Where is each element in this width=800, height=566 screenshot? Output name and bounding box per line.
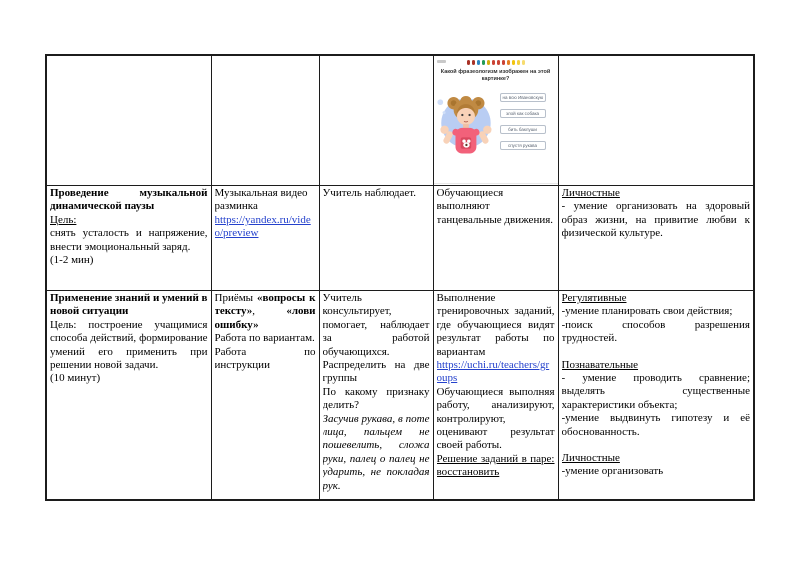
uchi-link[interactable]: https://uchi.ru/teachers/groups bbox=[436, 359, 550, 385]
methods-cell bbox=[211, 291, 319, 501]
uud-heading: Личностные bbox=[561, 187, 620, 199]
methods-line: Работа по вариантам. bbox=[214, 332, 315, 345]
student-activity-cell bbox=[433, 291, 558, 501]
uud-item: -поиск способов разрешения трудностей. bbox=[561, 318, 750, 345]
quiz-image-cell bbox=[433, 55, 558, 186]
stage-duration: (10 минут) bbox=[50, 372, 101, 385]
student-work-text: Обучающиеся выполняя работу, анализируют, контролируют, оценивают результат своей работы. bbox=[436, 385, 555, 452]
methods-line: Работа по инструкции bbox=[214, 345, 316, 372]
uud-heading-personal: Личностные bbox=[561, 452, 620, 465]
stage-title: Проведение музыкальной динамической паузы bbox=[50, 187, 208, 213]
stage-cell bbox=[46, 186, 211, 291]
quiz-option-button: на всю Ивановскую bbox=[500, 93, 546, 102]
uud-item: - умение проводить сравнение; выделять существенные характеристики объекта; bbox=[561, 372, 750, 411]
student-activity-text: Обучающиеся выполняют танцевальные движения. bbox=[436, 187, 554, 226]
uud-item: -умение планировать свои действия; bbox=[561, 305, 733, 318]
idiom-list: Засучив рукава, в поте лица, пальцем не пошевелить, сложа руки, палец о палец не ударить, не покладая рук. bbox=[322, 412, 430, 492]
empty-cell bbox=[319, 55, 433, 186]
methods-text: Музыкальная видео разминка bbox=[214, 187, 308, 213]
teacher-question-text: По какому признаку делить? bbox=[322, 385, 430, 412]
quiz-option-button: спустя рукава bbox=[500, 141, 546, 150]
teacher-grouping-text: Распределить на две группы bbox=[322, 359, 430, 385]
quiz-body bbox=[434, 87, 558, 163]
teacher-activity-text: Учитель наблюдает. bbox=[322, 187, 416, 199]
teacher-activity-cell bbox=[319, 186, 433, 291]
quiz-screenshot bbox=[434, 56, 558, 184]
quiz-options bbox=[496, 87, 558, 163]
uud-item: -умение выдвинуть гипотезу и её обоснованность. bbox=[561, 412, 750, 438]
student-activity-cell bbox=[433, 186, 558, 291]
lesson-plan-table bbox=[45, 54, 755, 501]
uud-cell bbox=[558, 186, 754, 291]
stage-duration: (1-2 мин) bbox=[50, 254, 94, 267]
uud-cell bbox=[558, 291, 754, 501]
uud-text: - умение организовать на здоровый образ жизни, на привитие любви к физической культуре. bbox=[561, 200, 750, 240]
uud-heading-cognitive: Познавательные bbox=[561, 358, 639, 371]
uud-heading-regulative: Регулятивные bbox=[561, 292, 627, 304]
shrugging-girl-illustration bbox=[436, 87, 494, 163]
quiz-top-bar bbox=[434, 58, 558, 67]
empty-cell bbox=[211, 55, 319, 186]
pair-task-text: Решение заданий в паре: восстановить bbox=[436, 452, 555, 479]
empty-cell bbox=[558, 55, 754, 186]
methods-techniques: Приёмы «вопросы к тексту», «лови ошибку» bbox=[214, 292, 316, 331]
student-task-text: Выполнение тренировочных заданий, где обучающиеся видят результат работы по вариантам bbox=[436, 292, 555, 358]
quiz-progress-dots bbox=[466, 59, 526, 72]
quiz-question: Какой фразеологизм изображен на этой картинке? bbox=[440, 69, 551, 82]
quiz-option-button: бить баклуши bbox=[500, 125, 546, 134]
quiz-logo-icon bbox=[437, 60, 446, 63]
empty-cell bbox=[46, 55, 211, 186]
uud-item: -умение организовать bbox=[561, 465, 664, 478]
stage-cell bbox=[46, 291, 211, 501]
stage-title: Применение знаний и умений в новой ситуации bbox=[50, 292, 208, 318]
methods-cell bbox=[211, 186, 319, 291]
teacher-activity-cell bbox=[319, 291, 433, 501]
quiz-option-button: злой как собака bbox=[500, 109, 546, 118]
yandex-video-link[interactable]: https://yandex.ru/video/preview bbox=[214, 213, 311, 240]
goal-label: Цель: bbox=[50, 213, 77, 226]
stage-goal: снять усталость и напряжение, внести эмоциональный заряд. bbox=[50, 227, 208, 253]
teacher-activity-text: Учитель консультирует, помогает, наблюдает за работой обучающихся. bbox=[322, 292, 430, 358]
stage-goal: Цель: построение учащимися способа действий, формирование умений его применить при решении новой задачи. bbox=[50, 318, 208, 372]
